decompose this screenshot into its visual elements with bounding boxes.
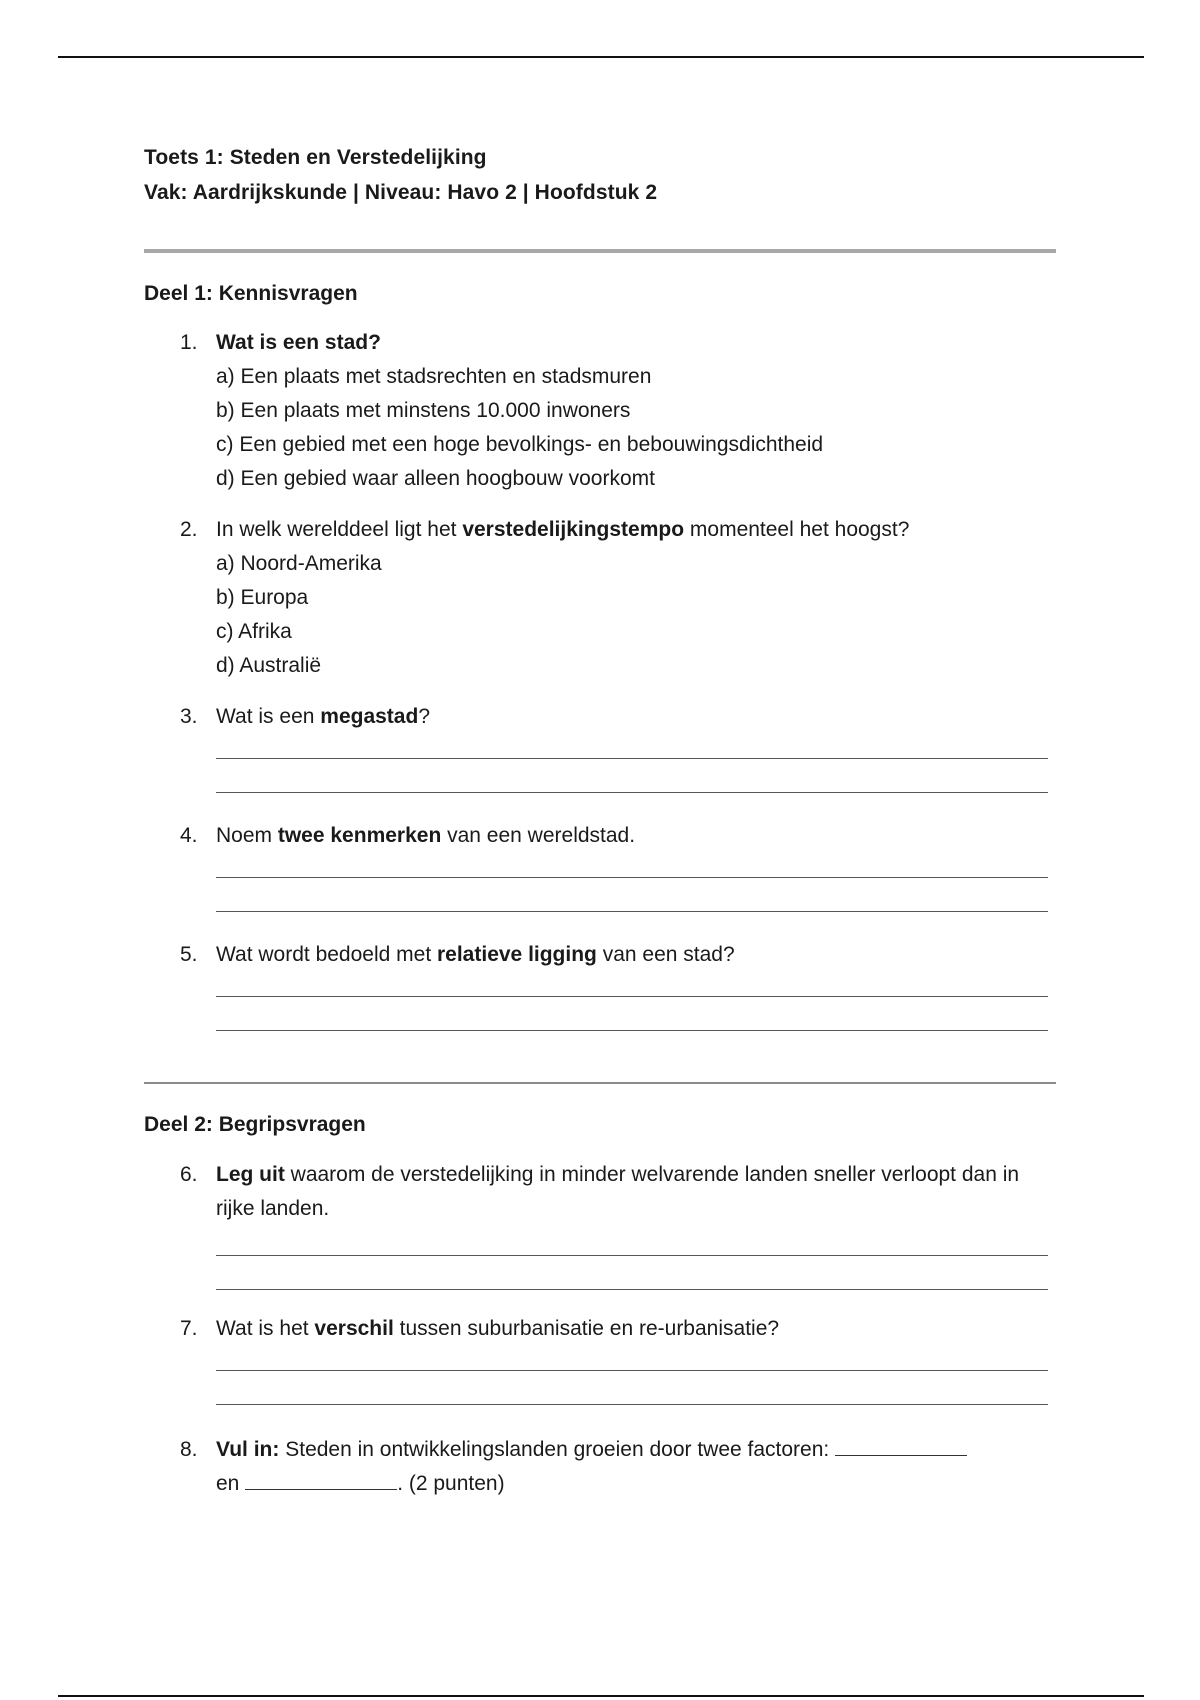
answer-line[interactable] [216,1030,1048,1031]
option-d[interactable]: d) Een gebied waar alleen hoogbouw voorkomt [216,467,655,490]
question-text [216,1433,1060,1501]
answer-line[interactable] [216,911,1048,912]
question-4 [180,819,1060,912]
question-bold: Vul in: [216,1438,280,1461]
question-bold: verschil [314,1317,394,1340]
fill-in-blank-1[interactable] [835,1437,967,1456]
question-text-post: . (2 punten) [397,1472,505,1495]
answer-line[interactable] [216,1289,1048,1290]
question-text-post: ? [418,705,430,728]
question-3 [180,700,1060,793]
question-text [216,513,1060,547]
question-text [216,326,1060,360]
question-text-post: van een wereldstad. [441,824,636,847]
question-8 [180,1433,1060,1501]
section-heading-begripsvragen: Deel 2: Begripsvragen [144,1113,366,1136]
option-a[interactable]: a) Een plaats met stadsrechten en stadsmuren [216,365,652,388]
top-page-rule [58,56,1144,58]
question-bold: relatieve ligging [437,943,597,966]
section-heading-kennisvragen: Deel 1: Kennisvragen [144,282,358,305]
option-c[interactable]: c) Afrika [216,620,292,643]
section-separator [144,1082,1056,1084]
question-text-pre: Wat is het [216,1317,315,1340]
option-d[interactable]: d) Australië [216,654,322,677]
question-7 [180,1312,1060,1405]
test-title: Toets 1: Steden en Verstedelijking [144,146,487,169]
answer-line[interactable] [216,877,1048,878]
question-text-post: waarom de verstedelijking in minder welvarende landen sneller verloopt dan in rijke landen. [216,1163,1020,1220]
question-6 [180,1158,1060,1290]
answer-line[interactable] [216,792,1048,793]
question-text-pre: Wat is een [216,705,321,728]
question-number: 2. [180,518,198,541]
option-a[interactable]: a) Noord-Amerika [216,552,382,575]
question-number: 5. [180,943,198,966]
question-number: 8. [180,1438,198,1461]
question-text [216,700,1060,734]
question-bold: verstedelijkingstempo [462,518,685,541]
question-1 [180,326,1060,496]
question-number: 1. [180,331,198,354]
question-text-mid: en [216,1472,246,1495]
question-text [216,938,1060,972]
question-number: 3. [180,705,198,728]
option-b[interactable]: b) Een plaats met minstens 10.000 inwoners [216,399,631,422]
answer-line[interactable] [216,1404,1048,1405]
question-text-post: van een stad? [596,943,735,966]
question-number: 4. [180,824,198,847]
question-number: 6. [180,1163,198,1186]
question-text [216,1158,1042,1226]
option-c[interactable]: c) Een gebied met een hoge bevolkings- en bebouwingsdichtheid [216,433,824,456]
test-meta: Vak: Aardrijkskunde | Niveau: Havo 2 | Hoofdstuk 2 [144,181,658,204]
question-text-pre: Noem [216,824,278,847]
question-text-pre: Wat wordt bedoeld met [216,943,437,966]
answer-line[interactable] [216,996,1048,997]
answer-line[interactable] [216,758,1048,759]
question-text-pre: Steden in ontwikkelingslanden groeien door twee factoren: [279,1438,836,1461]
bottom-page-rule [58,1695,1144,1697]
question-bold: Leg uit [216,1163,285,1186]
question-number: 7. [180,1317,198,1340]
option-b[interactable]: b) Europa [216,586,309,609]
fill-in-blank-2[interactable] [245,1471,397,1490]
answer-line[interactable] [216,1255,1048,1256]
question-text-post: tussen suburbanisatie en re-urbanisatie? [393,1317,780,1340]
question-bold: twee kenmerken [277,824,442,847]
question-text [216,819,1060,853]
question-bold: megastad [320,705,419,728]
question-text [216,1312,1060,1346]
header-separator [144,249,1056,253]
question-bold: Wat is een stad? [216,331,381,354]
question-text-post: momenteel het hoogst? [684,518,910,541]
answer-line[interactable] [216,1370,1048,1371]
question-5 [180,938,1060,1031]
question-text-pre: In welk werelddeel ligt het [216,518,463,541]
question-2 [180,513,1060,683]
